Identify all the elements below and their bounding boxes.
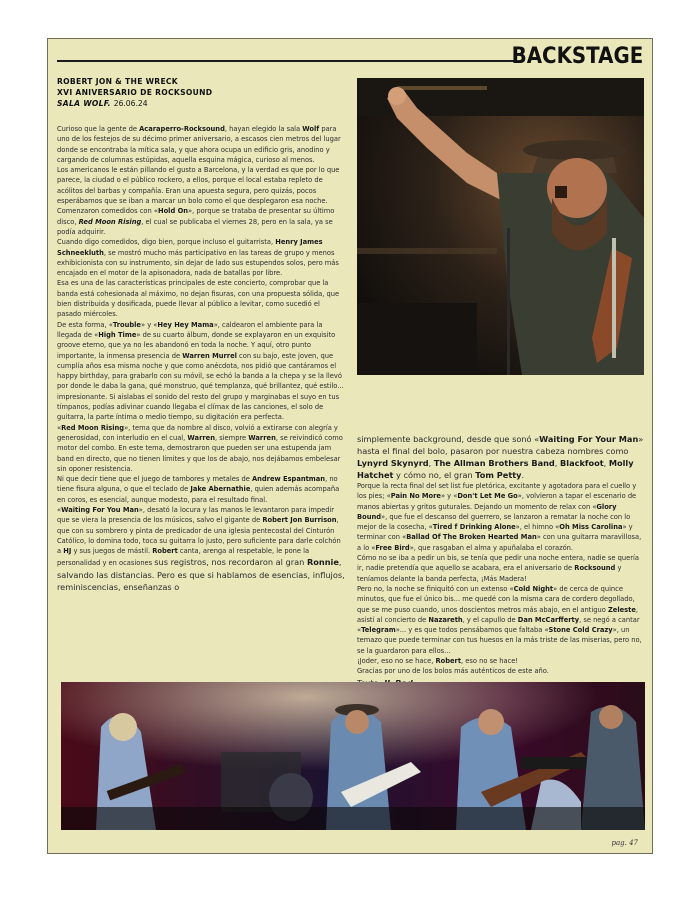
article-header <box>57 76 342 109</box>
left-paragraph: De esta forma, «Trouble» y «Hey Hey Mama», caldearon el ambiente para la llegada de «High Time» de su cuarto álbum, donde se explayaron en un exquisito groove eterno, que ya no les abandonó en toda la noche. Y aquí, otro punto importante, la inmensa presencia de Warren Murrel con su bajo, este joven, que cumplía años esa misma noche y que como anécdota, nos pidió que cantáramos el happy birthday, para grabarlo con su móvil, se echó la banda a la chepa y se la llevó por donde le daba la gana, qué monstruo, qué templanza, qué brillantez, qué estilo... impresionante. Si aislabas el sonido del resto del grupo y marginabas el suyo en tus tímpanos, podías adivinar cuando llegaba el clímax de las canciones, el solo de guitarra, la parte íntima o medio tiempo, su digitación era perfecta. <box>57 320 344 422</box>
left-paragraph: «Waiting For You Man», desató la locura y las manos le levantaron para impedir que se viera la presencia de los músicos, salvo el gigante de Robert Jon Burrison, que con su sombrero y pinta de predicador de una iglesia pentecostal del Cinturón Católico, lo domina todo, toca su guitarra lo justo, pero suficiente para darle colchón a HJ y sus juegos de mástil. Robert canta, arenga al respetable, le pone la personalidad y en ocasiones sus registros, nos recordaron al gran Ronnie, salvando las distancias. Pero es que si hablamos de esencias, influjos, reminiscencias, enseñanzas o <box>57 505 345 593</box>
right-paragraph: Pero no, la noche se finiquitó con un extenso «Cold Night» de cerca de quince minutos, que fue el único bis... me quedé con la misma cara de cordero degollado, que se me puso cuando, unos doscientos metros más abajo, en el antiguo Zeleste, asistí al concierto de Nazareth, y el capullo de Dan McCarfferty, se negó a cantar «Telegram»... y es que todos pensábamos que faltaba «Stone Cold Crazy», un temazo que puede terminar con tus huesos en la más triste de las miserias, pero no, se la guardaron para ellos... <box>357 584 642 655</box>
left-paragraph: Ni que decir tiene que el juego de tambores y metales de Andrew Espantman, no tiene fisura alguna, o que el teclado de Jake Abernathie, quien además acompaña en coros, es esencial, aunque modesto, para el resultado final. <box>57 475 340 504</box>
venue: SALA WOLF. <box>57 99 111 108</box>
band-photo-illustration <box>61 682 645 830</box>
magazine-page <box>47 38 653 854</box>
left-paragraph: Los americanos le están pillando el gusto a Barcelona, y la verdad es que por lo que parece, la ciudad o el público rockero, a ellos, porque el local estaba repleto de acólitos del barbas y compañía. Eran una apuesta segura, pero quizás, pocos esperábamos que se iban a marcar un bolo como el que desplegaron esa noche. <box>57 166 340 206</box>
photo-singer <box>357 78 644 375</box>
left-paragraph: «Red Moon Rising», tema que da nombre al disco, volvió a extirarse con alegría y generosidad, con interludio en el cual, Warren, siempre Warren, se reivindicó como motor del combo. En este tema, demostraron que pueden ser una estupenda jam band en directo, que no tienen límites y que los de abajo, nos dejábamos embelesar sin oponer resistencia. <box>57 423 343 473</box>
right-paragraph: Cómo no se iba a pedir un bis, se tenía que pedir una noche entera, nadie se quería ir, nadie pretendía que aquello se acabara, era el aniversario de Rocksound y teníamos delante la banda perfecta, ¡Más Madera! <box>357 554 639 583</box>
header-rule <box>57 60 517 62</box>
photo-band <box>61 682 645 830</box>
event-name: XVI ANIVERSARIO DE ROCKSOUND <box>57 88 213 97</box>
right-paragraph: Gracias por uno de los bolos más auténticos de este año. <box>357 667 549 676</box>
right-paragraph: ¡Joder, eso no se hace, Robert, eso no se hace! <box>357 657 519 666</box>
left-paragraph: Curioso que la gente de Acaraperro-Rocksound, hayan elegido la sala Wolf para uno de los festejos de su décimo primer aniversario, a escasos cien metros del lugar donde se encontraba la mítica sala, y que ahora ocupa un edificio gris, anodino y cargando de columnas estúpidas, aquella esquina mágica, curioso al menos. <box>57 125 341 164</box>
section-title: BACKSTAGE <box>511 44 643 69</box>
singer-photo-illustration <box>357 78 644 375</box>
left-paragraph: Esa es una de las características principales de este concierto, comprobar que la banda está cohesionada al máximo, no dejan fisuras, con una propuesta sólida, que bien distribuida y dosificada, puede llevar al público a levitar, como sucedió el pasado miércoles. <box>57 279 340 319</box>
page-number: pag. 47 <box>611 839 638 847</box>
left-paragraph: Cuando digo comedidos, digo bien, porque incluso el guitarrista, Henry James Schneekluth, se mostró mucho más participativo en las tareas de grupo y menos exhibicionista con su instrumento, sin dejar de lado sus estupendos solos, pero más encajado en el motor de la apisonadora, nada de batallas por libre. <box>57 238 339 278</box>
left-paragraph: Comenzaron comedidos con «Hold On», porque se trataba de presentar su último disco, Red Moon Rising, el cual se publicaba el viernes 28, pero en la sala, ya se podía adquirir. <box>57 207 335 236</box>
right-column-text <box>357 433 647 701</box>
right-lead-paragraph: simplemente background, desde que sonó «Waiting For Your Man» hasta el final del bolo, pasaron por nuestra cabeza nombres como Lynyrd Skynyrd, The Allman Brothers Band, Blackfoot, Molly Hatchet y cómo no, el gran Tom Petty. <box>357 434 644 480</box>
band-name: ROBERT JON & THE WRECK <box>57 77 178 86</box>
venue-date <box>57 98 342 109</box>
left-column-text <box>57 124 345 593</box>
date: 26.06.24 <box>113 99 148 108</box>
right-paragraph: Porque la recta final del set list fue pletórica, excitante y agotadora para el cuello y los pies; «Pain No More» y «Don't Let Me Go», volvieron a tapar el escenario de manos abiertas y gritos guturales. Dejando un momento de relax con «Glory Bound», que fue el descanso del guerrero, se lanzaron a rematar la noche con lo mejor de la cosecha, «Tired f Drinking Alone», el himno «Oh Miss Carolina» y terminar con «Ballad Of The Broken Hearted Man» con una guitarra maravillosa, a lo «Free Bird», que rasgaban el alma y apuñalaba el corazón. <box>357 482 642 552</box>
